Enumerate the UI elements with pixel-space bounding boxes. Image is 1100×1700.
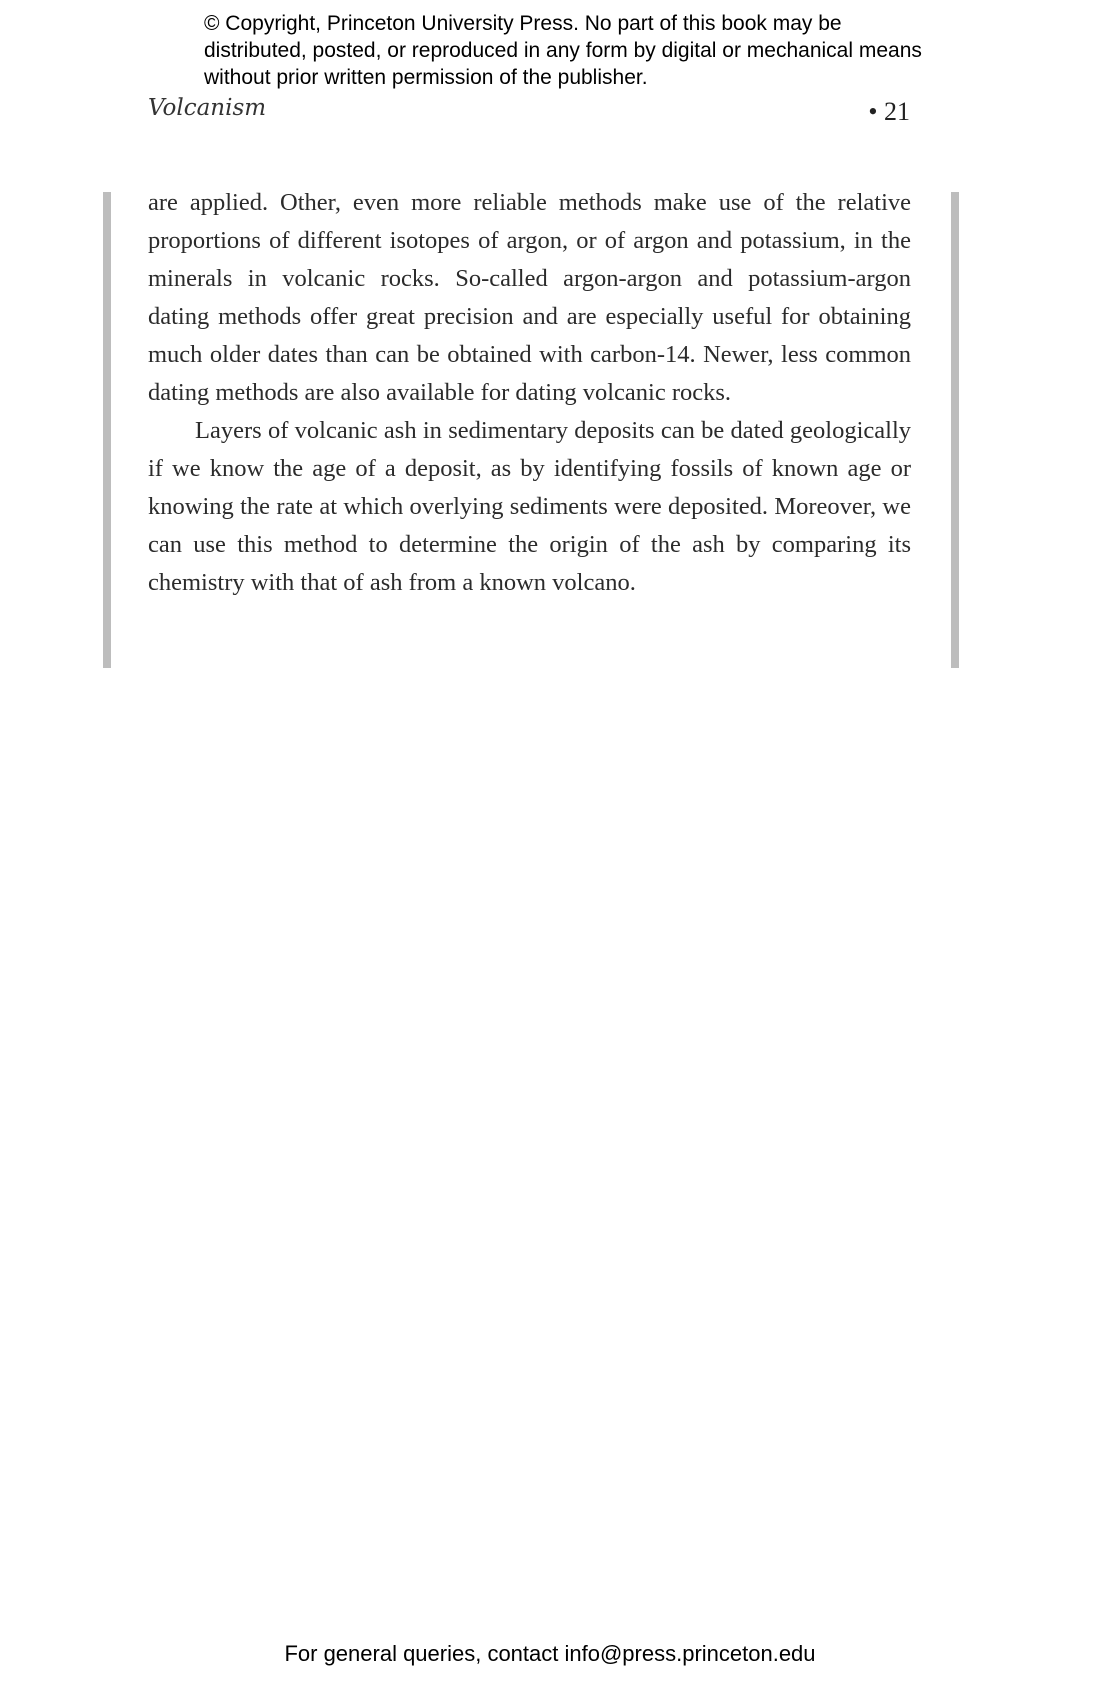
paragraph-1: are applied. Other, even more reliable methods make use of the relative proportions of different isotopes of argon, or of argon and potassium, in the minerals in volcanic rocks. So-called argon-argon and potassium-argon dating methods offer great precision and are especially useful for obtaining much older dates than can be obtained with carbon-14. Newer, less common dating methods are also available for dating volcanic rocks.: [148, 189, 911, 406]
page-number: • 21: [868, 97, 910, 126]
right-change-bar: [951, 192, 959, 668]
copyright-notice: © Copyright, Princeton University Press. No part of this book may be distributed, posted, or reproduced in any form by digital or mechanical means without prior written permission of the publisher.: [204, 12, 922, 89]
paragraph-2: Layers of volcanic ash in sedimentary deposits can be dated geologically if we know the age of a deposit, as by identifying fossils of known age or knowing the rate at which overlying sediments were deposited. Moreover, we can use this method to determine the origin of the ash by comparing its chemistry with that of ash from a known volcano.: [148, 417, 911, 596]
running-head: Volcanism: [148, 95, 267, 121]
body-text: [148, 184, 911, 602]
left-change-bar: [103, 192, 111, 668]
footer-contact: For general queries, contact info@press.princeton.edu: [284, 1641, 816, 1666]
